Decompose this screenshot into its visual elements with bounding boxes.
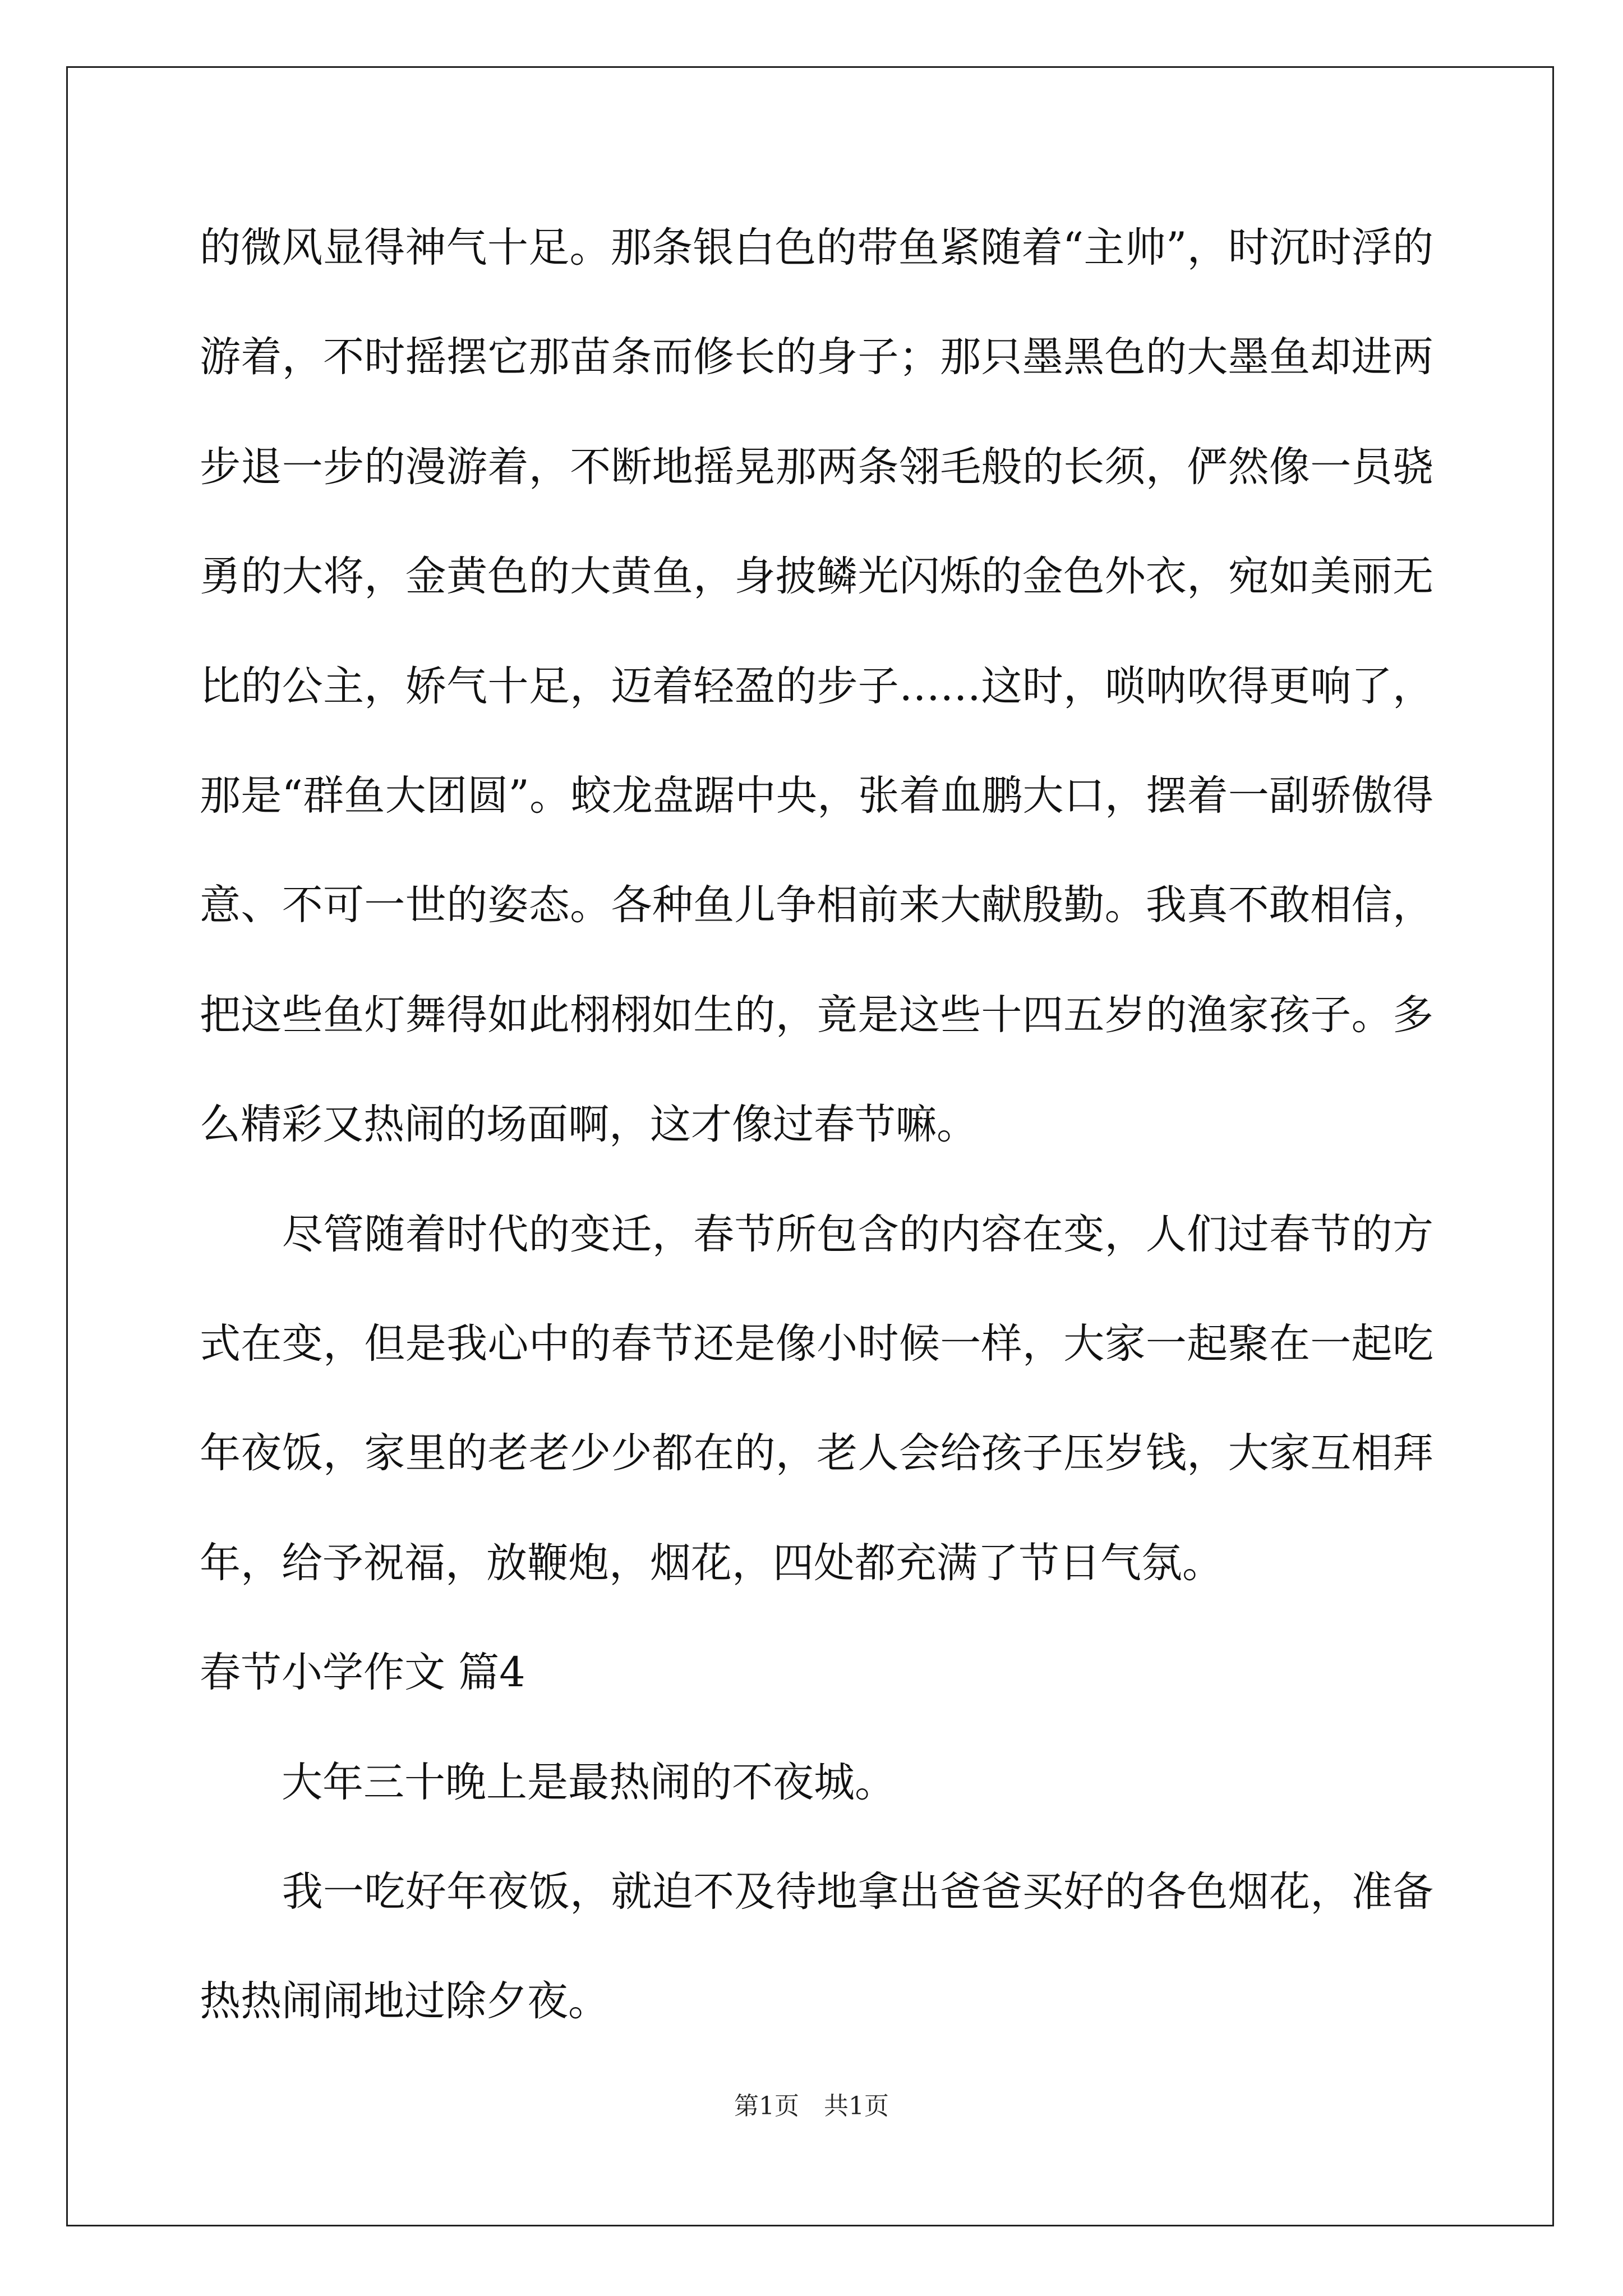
text-line: 大年三十晚上是最热闹的不夜城。: [200, 1759, 896, 1806]
text-line: 勇的大将，金黄色的大黄鱼，身披鳞光闪烁的金色外衣，宛如美丽无: [200, 553, 1433, 600]
text-line: 式在变，但是我心中的春节还是像小时候一样，大家一起聚在一起吃: [200, 1320, 1433, 1368]
text-line: 把这些鱼灯舞得如此栩栩如生的，竟是这些十四五岁的渔家孩子。多: [200, 991, 1433, 1039]
text-line: 年夜饭，家里的老老少少都在的，老人会给孩子压岁钱，大家互相拜: [200, 1429, 1433, 1477]
text-line: 的微风显得神气十足。那条银白色的带鱼紧随着“主帅”，时沉时浮的: [200, 224, 1433, 272]
text-line: 意、不可一世的姿态。各种鱼儿争相前来大献殷勤。我真不敢相信，: [200, 881, 1433, 929]
section-heading: 春节小学作文 篇4: [200, 1649, 525, 1696]
text-line: 游着，不时摇摆它那苗条而修长的身子；那只墨黑色的大墨鱼却进两: [200, 333, 1433, 381]
text-line: 年，给予祝福，放鞭炮，烟花，四处都充满了节日气氛。: [200, 1539, 1223, 1587]
text-line: 热热闹闹地过除夕夜。: [200, 1977, 609, 2025]
text-line: 尽管随着时代的变迁，春节所包含的内容在变，人们过春节的方: [200, 1211, 1433, 1258]
text-line: 比的公主，娇气十足，迈着轻盈的步子……这时，唢呐吹得更响了，: [200, 662, 1433, 710]
text-line: 步退一步的漫游着，不断地摇晃那两条翎毛般的长须，俨然像一员骁: [200, 443, 1433, 491]
text-line: 我一吃好年夜饭，就迫不及待地拿出爸爸买好的各色烟花，准备: [200, 1868, 1433, 1916]
text-line: 那是“群鱼大团圆”。蛟龙盘踞中央，张着血鹏大口，摆着一副骄傲得: [200, 772, 1433, 820]
page-number: 第1页 共1页: [734, 2092, 889, 2120]
text-line: 么精彩又热闹的场面啊，这才像过春节嘛。: [200, 1101, 978, 1148]
